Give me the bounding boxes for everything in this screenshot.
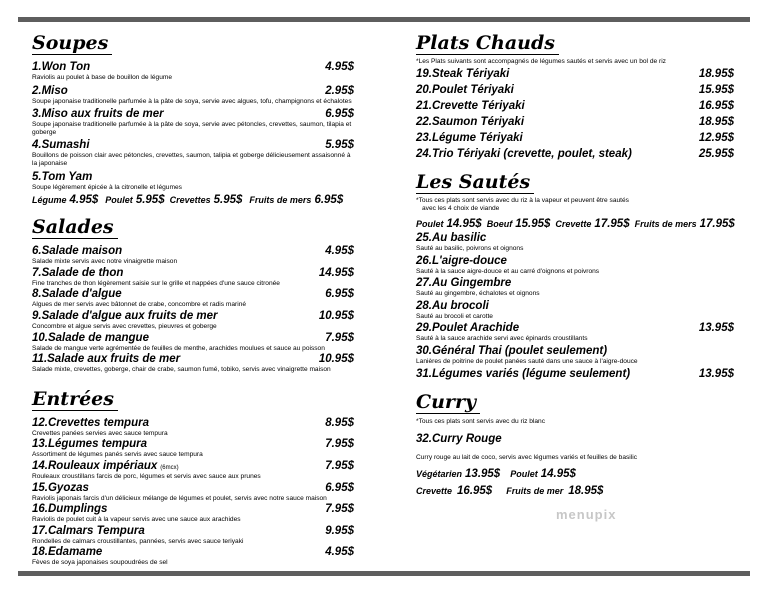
menu-item	[32, 503, 354, 524]
menu-item-price: 9.95$	[325, 524, 354, 537]
curry-note: *Tous ces plats sont servis avec du riz blanc	[416, 417, 546, 425]
curry-item-name: 32.Curry Rouge	[416, 432, 502, 445]
curry-item-desc: Curry rouge au lait de coco, servis avec légumes variés et feuilles de basilic	[416, 453, 637, 461]
menu-item	[32, 139, 354, 167]
menu-item-name: 11.Salade aux fruits de mer	[32, 353, 181, 366]
menu-item-price: 13.95$	[698, 322, 734, 335]
menu-item-price: 15.95$	[698, 84, 734, 96]
option-price: 14.95$	[540, 468, 576, 481]
option-price: 5.95$	[135, 194, 165, 207]
menu-item-desc: Rouleaux croustillans farcis de porc, légumes et servis avec sauce aux prunes	[32, 472, 261, 480]
menu-item	[416, 100, 734, 113]
menu-item-desc: Sauté au gingembre, échalotes et oignons	[416, 290, 540, 298]
option-price: 15.95$	[515, 218, 551, 230]
menu-item-price: 6.95$	[325, 481, 354, 494]
menu-item-name: 1.Won Ton	[32, 61, 91, 73]
menu-item-desc: Sauté au brocoli et carotte	[416, 312, 493, 320]
plats-chauds-title: Plats Chauds	[416, 32, 559, 55]
option-label: Légume	[32, 195, 67, 206]
menu-item-desc: Algues de mer servis avec bâtonnet de crabe, concombre et radis mariné	[32, 301, 247, 309]
option-label: Crevettes	[169, 195, 211, 206]
menu-item-price: 14.95$	[318, 266, 354, 279]
sautes-note-2: avec les 4 choix de viande	[422, 205, 500, 212]
option-label: Poulet	[105, 195, 133, 206]
menu-item-price: 4.95$	[325, 61, 354, 73]
menu-item-desc: Raviolis de poulet cuit à la vapeur servis avec une sauce aux arachides	[32, 516, 241, 524]
menu-item	[32, 417, 354, 438]
menu-item-price: 7.95$	[325, 503, 354, 516]
menu-item-name: 25.Au basilic	[416, 232, 487, 244]
menu-item-name: 4.Sumashi	[32, 139, 90, 152]
option-label: Poulet	[416, 219, 444, 229]
menu-item-price: 7.95$	[325, 331, 354, 344]
sautes-options	[416, 218, 734, 230]
menu-item-desc: Sauté à la sauce aigre-douce et au carré d'oignons et poivrons	[416, 267, 600, 275]
bottom-divider	[18, 571, 750, 576]
entrees-title: Entrées	[32, 388, 118, 411]
menu-item-desc: Sauté au basilic, poivrons et oignons	[416, 245, 524, 252]
menu-item-price: 6.95$	[325, 288, 354, 301]
menu-item-name: 15.Gyozas	[32, 481, 89, 494]
menu-item-price: 12.95$	[698, 132, 734, 144]
menu-item-name: 17.Calmars Tempura	[32, 524, 145, 537]
menu-item-name: 21.Crevette Tériyaki	[416, 100, 525, 112]
menu-item-desc: Fèves de soya japonaises soupoudrées de sel	[32, 559, 168, 567]
menu-item	[416, 68, 734, 81]
option-label: Poulet	[510, 469, 538, 480]
menu-item-name: 3.Miso aux fruits de mer	[32, 108, 164, 121]
menu-item-price: 7.95$	[325, 438, 354, 451]
option-price: 13.95$	[465, 468, 501, 481]
menu-item-desc: Salade mixte, crevettes, goberge, chair de crabe, saumon fumé, tobiko, servis avec vinaigrette maison	[32, 366, 331, 374]
menu-item-desc: Salade mixte servis avec notre vinaigrette maison	[32, 258, 178, 266]
soupes-title: Soupes	[32, 32, 112, 55]
menu-item-price: 10.95$	[318, 309, 354, 322]
menu-item	[416, 132, 734, 145]
menu-item	[32, 85, 354, 106]
menu-item-name: 16.Dumplings	[32, 503, 108, 516]
menu-item-desc: Rondelles de calmars croustillantes, pannées, servis avec sauce teriyaki	[32, 537, 244, 545]
menu-item-desc: Raviolis japonais farcis d'un délicieux mélange de légumes et poulet, servis avec notre sauce maison	[32, 494, 327, 502]
menu-item-price: 18.95$	[698, 116, 734, 128]
menu-item-name: 5.Tom Yam	[32, 170, 93, 183]
menu-item-price: 8.95$	[325, 416, 354, 429]
plats-chauds-note: *Les Plats suivants sont accompagnés de légumes sautés et servis avec un bol de riz	[416, 58, 666, 65]
menu-item-name: 23.Légume Tériyaki	[416, 132, 523, 144]
menu-item-name: 22.Saumon Tériyaki	[416, 116, 525, 128]
menu-item-name: 14.Rouleaux impériaux	[32, 459, 158, 472]
option-price: 14.95$	[446, 218, 482, 230]
menu-item	[32, 482, 354, 503]
salades-title: Salades	[32, 216, 118, 239]
menu-item	[32, 332, 354, 353]
curry-section	[416, 391, 734, 498]
menu-item	[416, 322, 734, 343]
menu-item	[32, 108, 354, 136]
option-label: Boeuf	[486, 219, 513, 229]
menu-item-name: 24.Trio Tériyaki (crevette, poulet, steak)	[416, 148, 632, 160]
menu-item-desc: Salade de mangue verte agrémentée de feuilles de menthe, arachides moulues et sauce au poisson	[32, 344, 325, 352]
menu-item-price: 6.95$	[325, 108, 354, 121]
menu-item	[416, 345, 734, 366]
menu-item-name: 18.Edamame	[32, 546, 103, 559]
plats-chauds-section	[416, 28, 734, 161]
menu-item	[416, 368, 734, 381]
menu-item-desc: Fine tranches de thon légèrement saisie sur le grille et nappées d'une sauce citronée	[32, 279, 280, 287]
menu-item	[32, 288, 354, 309]
menu-item	[416, 300, 734, 321]
menu-item-desc: Lanières de poitrine de poulet panées sauté dans une sauce à l'aigre-douce	[416, 357, 638, 365]
menu-item-desc: Raviolis au poulet à base de bouillon de légume	[32, 74, 173, 81]
curry-options-2	[416, 485, 734, 497]
sautes-title: Les Sautés	[416, 171, 534, 194]
option-price: 5.95$	[213, 194, 243, 207]
menu-item-desc: Assortiment de légumes panés servis avec sauce tempura	[32, 451, 203, 459]
menu-item	[32, 310, 354, 331]
menu-item-price: 4.95$	[325, 245, 354, 258]
curry-title: Curry	[416, 391, 480, 414]
menu-item-count: (6mcx)	[160, 464, 179, 471]
option-price: 17.95$	[699, 218, 735, 230]
menu-item	[416, 116, 734, 129]
top-divider	[18, 17, 750, 22]
menu-item	[416, 148, 734, 161]
menu-item-desc: Soupe japonaise traditionelle parfumée à la pâte de soya, servie avec pétoncles, crevettes, saumon, tilapia et goberge	[32, 121, 352, 136]
menu-item	[32, 438, 354, 459]
option-label: Crevette	[555, 219, 592, 229]
menu-item-name: 9.Salade d'algue aux fruits de mer	[32, 309, 218, 322]
menu-item	[32, 546, 354, 567]
menu-item-name: 30.Général Thai (poulet seulement)	[416, 344, 608, 357]
menu-item-name: 7.Salade de thon	[32, 266, 124, 279]
menu-item-name: 2.Miso	[32, 84, 68, 97]
menu-item	[416, 84, 734, 97]
menu-item-name: 26.L'aigre-douce	[416, 254, 507, 267]
menu-item-name: 8.Salade d'algue	[32, 288, 122, 301]
menu-item-name: 12.Crevettes tempura	[32, 416, 149, 429]
menu-item	[32, 460, 354, 481]
option-price: 17.95$	[594, 218, 630, 230]
salades-section	[32, 216, 354, 374]
menu-item-name: 29.Poulet Arachide	[416, 322, 520, 335]
option-label: Végétarien	[416, 469, 463, 480]
menu-item	[32, 61, 354, 82]
menu-item-price: 7.95$	[325, 459, 354, 472]
menu-item	[32, 171, 354, 192]
menu-item-name: 20.Poulet Tériyaki	[416, 84, 514, 96]
menu-item	[32, 353, 354, 374]
soupes-section	[32, 28, 354, 206]
menu-item-desc: Concombre et algue servis avec crevettes, pieuvres et goberge	[32, 322, 217, 330]
option-label: Fruits de mers	[249, 195, 312, 206]
menu-item	[416, 277, 734, 298]
menu-item-desc: Bouillons de poisson clair avec pétoncles, crevettes, saumon, talipia et goberge délicieusement assaisonné à la japonaise	[32, 152, 351, 167]
menu-item-name: 6.Salade maison	[32, 245, 123, 258]
soupes-options	[32, 194, 354, 206]
menu-item-desc: Soupe légèrement épicée à la citronelle et légumes	[32, 183, 182, 191]
menu-item	[32, 267, 354, 288]
option-label: Crevette	[416, 486, 453, 497]
menu-item-desc: Sauté à la sauce arachide servi avec épinards croustillants	[416, 335, 588, 343]
menu-item-price: 18.95$	[698, 68, 734, 80]
left-column	[32, 28, 354, 568]
menu-item	[32, 525, 354, 546]
right-column	[416, 28, 734, 497]
option-price: 16.95$	[457, 485, 493, 498]
menu-item-name: 19.Steak Tériyaki	[416, 68, 510, 80]
option-label: Fruits de mers	[634, 219, 697, 229]
menu-item-price: 25.95$	[698, 148, 734, 160]
menu-item-price: 13.95$	[698, 367, 734, 380]
menu-item-name: 27.Au Gingembre	[416, 277, 512, 290]
menu-item-desc: Soupe japonaise traditionelle parfumée à la pâte de soya, servie avec algues, tofu, champignons et échalotes	[32, 97, 352, 105]
menu-item-name: 28.Au brocoli	[416, 299, 489, 312]
menu-item-price: 4.95$	[325, 546, 354, 559]
menu-item-price: 16.95$	[698, 100, 734, 112]
option-price: 4.95$	[69, 194, 99, 207]
menu-item-name: 10.Salade de mangue	[32, 331, 149, 344]
option-price: 18.95$	[568, 485, 604, 498]
watermark: menupix	[556, 507, 617, 522]
sautes-note: *Tous ces plats sont servis avec du riz à la vapeur et peuvent être sautés	[416, 197, 629, 204]
menu-item-price: 5.95$	[325, 139, 354, 152]
menu-item	[416, 232, 734, 253]
menu-item-price: 2.95$	[325, 84, 354, 97]
menu-item-desc: Crevettes panées servies avec sauce tempura	[32, 429, 168, 437]
curry-options-1	[416, 468, 734, 480]
menu-item	[32, 245, 354, 266]
menu-item-price: 10.95$	[318, 353, 354, 366]
menu-item-name: 13.Légumes tempura	[32, 438, 148, 451]
menu-item-name: 31.Légumes variés (légume seulement)	[416, 367, 631, 380]
menu-item	[416, 255, 734, 276]
entrees-section	[32, 388, 354, 567]
option-label: Fruits de mer	[506, 486, 564, 497]
sautes-section	[416, 171, 734, 381]
option-price: 6.95$	[314, 194, 344, 207]
